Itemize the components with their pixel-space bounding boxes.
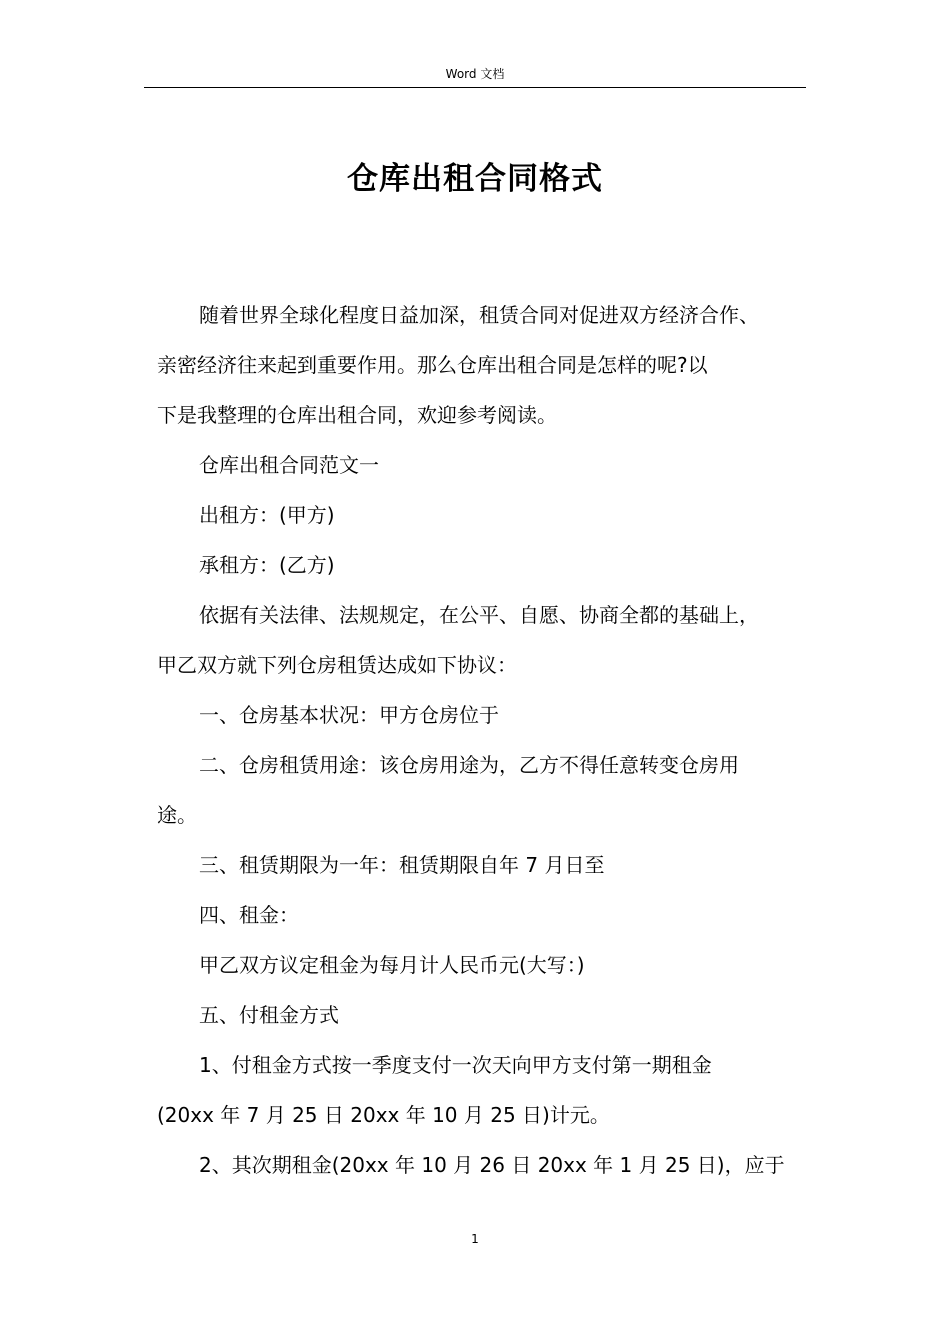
document-title: 仓库出租合同格式 <box>347 161 603 197</box>
line: 承租方：(乙方) <box>199 553 335 577</box>
line: 一、仓房基本状况：甲方仓房位于 <box>199 703 499 727</box>
document-body <box>157 290 818 1190</box>
line: 途。 <box>157 803 197 827</box>
paragraph-basis <box>157 590 818 690</box>
paragraph-rent-amount <box>178 940 818 990</box>
line: (20xx 年 7 月 25 日 20xx 年 10 月 25 日)计元。 <box>157 1103 610 1127</box>
paragraph-intro <box>157 290 818 440</box>
line: 依据有关法律、法规规定，在公平、自愿、协商全都的基础上， <box>199 603 759 627</box>
line: 出租方：(甲方) <box>199 503 335 527</box>
line: 四、租金： <box>199 903 299 927</box>
paragraph-clause-5 <box>178 990 818 1040</box>
line: 仓库出租合同范文一 <box>199 453 379 477</box>
page-header: Word 文档 <box>445 67 505 81</box>
paragraph-clause-2 <box>157 740 818 840</box>
line: 二、仓房租赁用途：该仓房用途为，乙方不得任意转变仓房用 <box>199 753 739 777</box>
paragraph-sample-heading <box>178 440 818 490</box>
line: 下是我整理的仓库出租合同，欢迎参考阅读。 <box>157 403 557 427</box>
paragraph-lessor <box>178 490 818 540</box>
line: 亲密经济往来起到重要作用。那么仓库出租合同是怎样的呢?以 <box>157 353 708 377</box>
paragraph-lessee <box>178 540 818 590</box>
line: 三、租赁期限为一年：租赁期限自年 7 月日至 <box>199 853 605 877</box>
paragraph-clause-1 <box>178 690 818 740</box>
header-rule <box>144 87 806 88</box>
page-number: 1 <box>471 1232 479 1246</box>
paragraph-clause-4 <box>178 890 818 940</box>
paragraph-clause-3 <box>178 840 818 890</box>
paragraph-payment-1 <box>157 1040 818 1140</box>
line: 1、付租金方式按一季度支付一次天向甲方支付第一期租金 <box>199 1053 712 1077</box>
line: 甲乙双方议定租金为每月计人民币元(大写：) <box>199 953 585 977</box>
line: 甲乙双方就下列仓房租赁达成如下协议： <box>157 653 517 677</box>
line: 2、其次期租金(20xx 年 10 月 26 日 20xx 年 1 月 25 日)，应于 <box>199 1153 785 1177</box>
paragraph-payment-2 <box>178 1140 818 1190</box>
line: 随着世界全球化程度日益加深，租赁合同对促进双方经济合作、 <box>199 303 759 327</box>
line: 五、付租金方式 <box>199 1003 339 1027</box>
